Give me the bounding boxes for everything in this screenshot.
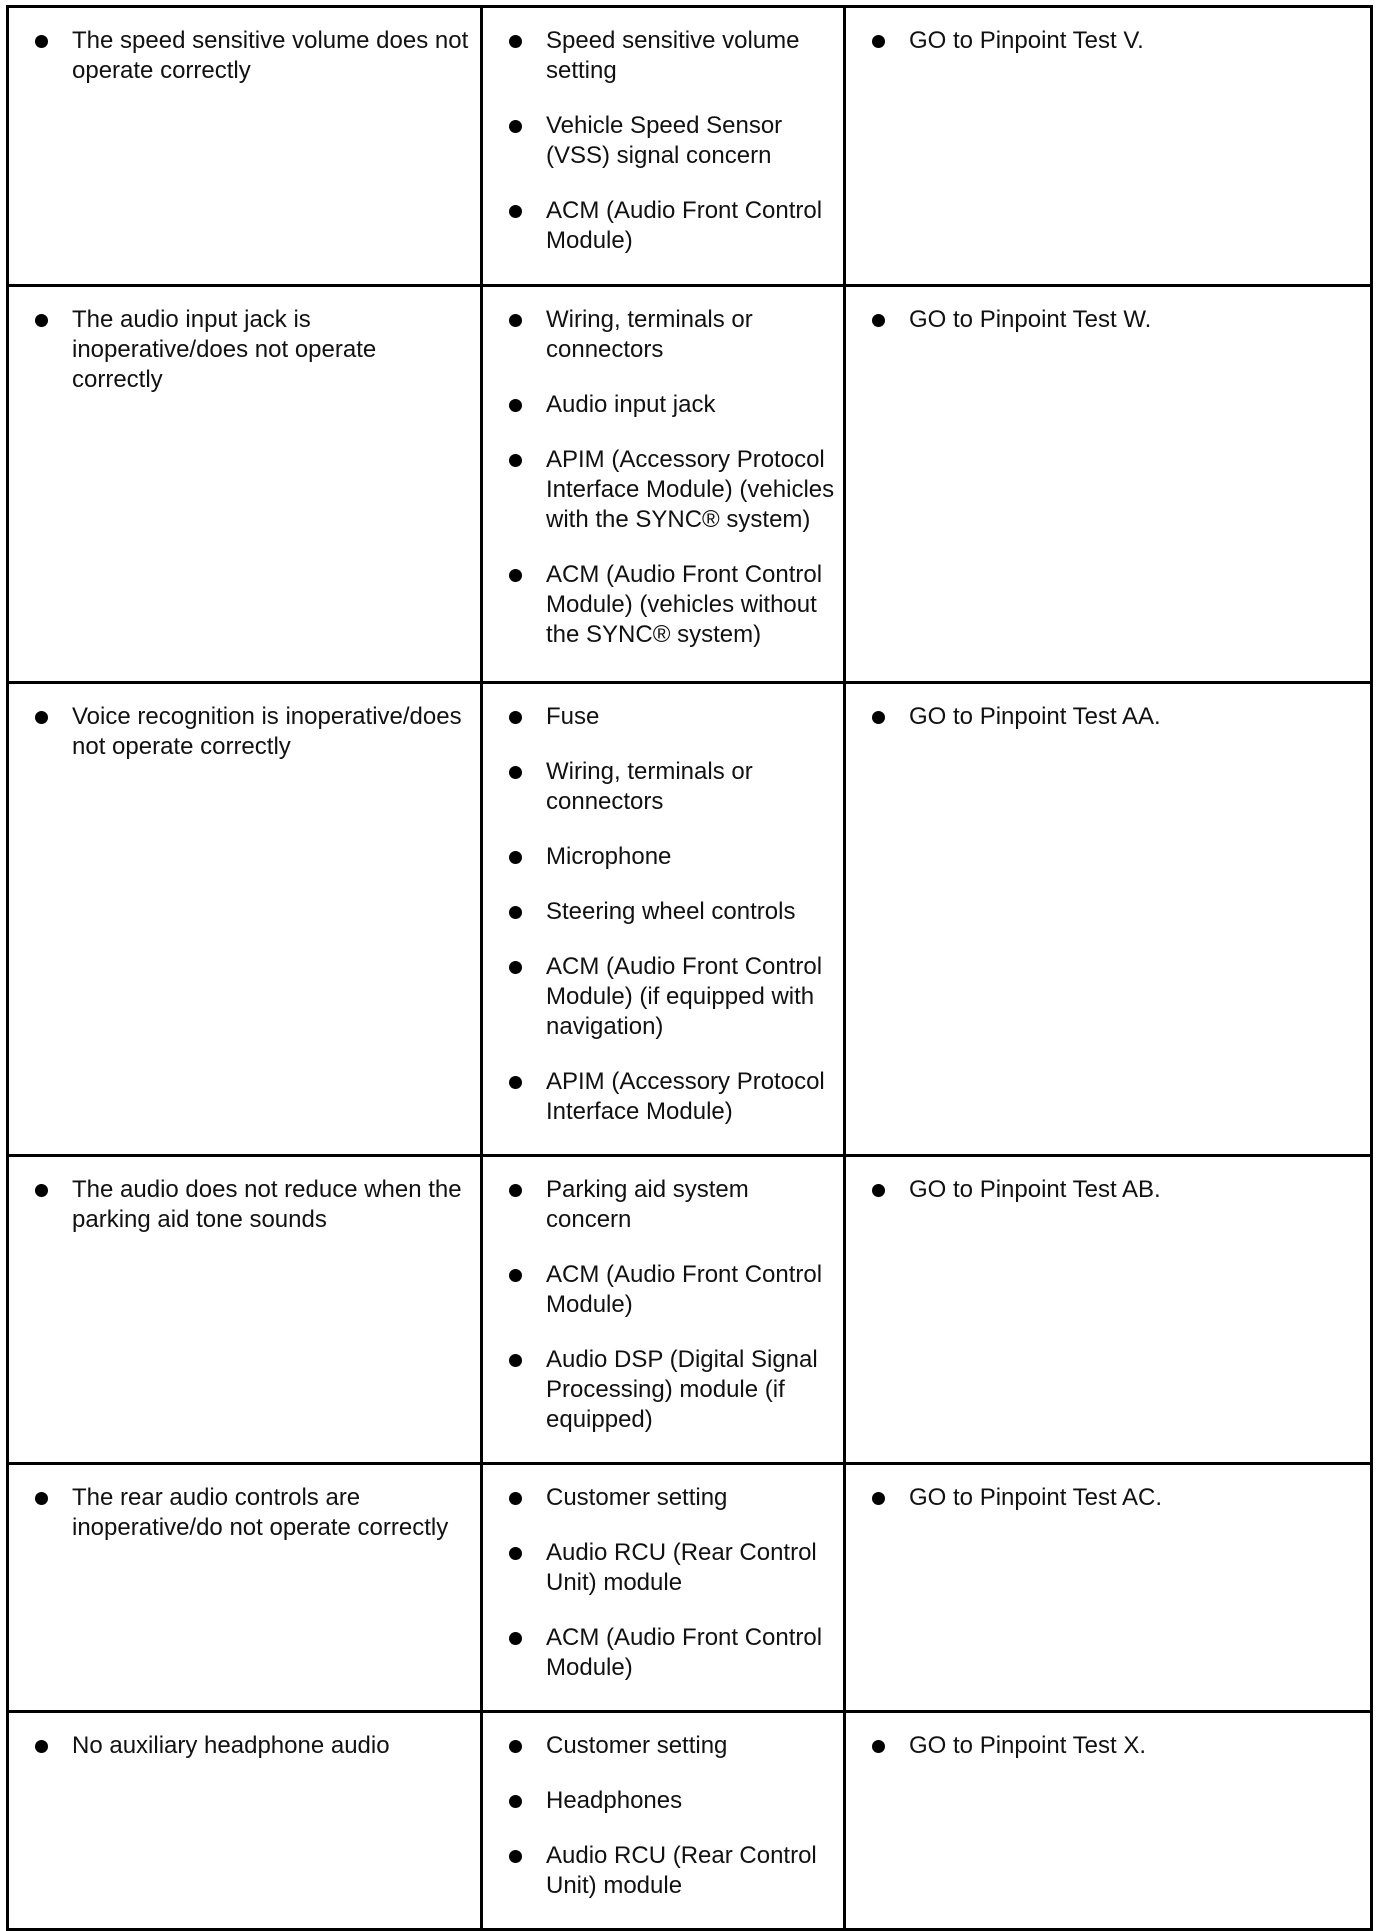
bullet-icon bbox=[509, 851, 522, 864]
action-item: GO to Pinpoint Test AA. bbox=[854, 702, 1362, 732]
possible-source-item: Microphone bbox=[491, 842, 835, 872]
possible-source-cell bbox=[482, 7, 845, 286]
bullet-icon bbox=[509, 961, 522, 974]
bullet-icon bbox=[35, 1740, 48, 1753]
possible-source-item: ACM (Audio Front Control Module) (vehicles without the SYNC® system) bbox=[491, 560, 835, 650]
symptom-item: The audio does not reduce when the parking aid tone sounds bbox=[17, 1175, 472, 1235]
bullet-icon bbox=[872, 314, 885, 327]
bullet-icon bbox=[509, 1269, 522, 1282]
possible-source-item: Fuse bbox=[491, 702, 835, 732]
bullet-icon bbox=[509, 1354, 522, 1367]
possible-source-item: Vehicle Speed Sensor (VSS) signal concern bbox=[491, 111, 835, 171]
action-item: GO to Pinpoint Test V. bbox=[854, 26, 1362, 56]
possible-source-item: ACM (Audio Front Control Module) bbox=[491, 1623, 835, 1683]
possible-source-item: Parking aid system concern bbox=[491, 1175, 835, 1235]
bullet-icon bbox=[35, 35, 48, 48]
bullet-icon bbox=[509, 1076, 522, 1089]
bullet-icon bbox=[509, 906, 522, 919]
symptom-cell bbox=[8, 1712, 482, 1930]
symptom-item: No auxiliary headphone audio bbox=[17, 1731, 472, 1761]
symptom-item: The audio input jack is inoperative/does not operate correctly bbox=[17, 305, 472, 395]
action-item: GO to Pinpoint Test AC. bbox=[854, 1483, 1362, 1513]
bullet-icon bbox=[509, 454, 522, 467]
bullet-icon bbox=[509, 120, 522, 133]
possible-source-cell bbox=[482, 1156, 845, 1464]
symptom-item: Voice recognition is inoperative/does not operate correctly bbox=[17, 702, 472, 762]
possible-source-cell bbox=[482, 286, 845, 683]
bullet-icon bbox=[509, 1795, 522, 1808]
bullet-icon bbox=[509, 35, 522, 48]
possible-source-item: Wiring, terminals or connectors bbox=[491, 757, 835, 817]
bullet-icon bbox=[509, 1184, 522, 1197]
symptom-cell bbox=[8, 1464, 482, 1712]
bullet-icon bbox=[35, 711, 48, 724]
symptom-cell bbox=[8, 1156, 482, 1464]
possible-source-item: Audio DSP (Digital Signal Processing) module (if equipped) bbox=[491, 1345, 835, 1435]
bullet-icon bbox=[872, 35, 885, 48]
action-cell bbox=[845, 1156, 1372, 1464]
possible-source-item: Audio RCU (Rear Control Unit) module bbox=[491, 1841, 835, 1901]
bullet-icon bbox=[35, 314, 48, 327]
table-row bbox=[8, 7, 1372, 286]
bullet-icon bbox=[509, 711, 522, 724]
possible-source-item: Wiring, terminals or connectors bbox=[491, 305, 835, 365]
bullet-icon bbox=[509, 1547, 522, 1560]
action-item: GO to Pinpoint Test W. bbox=[854, 305, 1362, 335]
action-cell bbox=[845, 7, 1372, 286]
symptom-cell bbox=[8, 7, 482, 286]
possible-source-cell bbox=[482, 1464, 845, 1712]
possible-source-item: Speed sensitive volume setting bbox=[491, 26, 835, 86]
symptom-item: The rear audio controls are inoperative/do not operate correctly bbox=[17, 1483, 472, 1543]
action-item: GO to Pinpoint Test X. bbox=[854, 1731, 1362, 1761]
possible-source-item: APIM (Accessory Protocol Interface Module) (vehicles with the SYNC® system) bbox=[491, 445, 835, 535]
possible-source-item: Headphones bbox=[491, 1786, 835, 1816]
table-row bbox=[8, 1712, 1372, 1930]
possible-source-cell bbox=[482, 683, 845, 1156]
bullet-icon bbox=[35, 1492, 48, 1505]
possible-source-item: Steering wheel controls bbox=[491, 897, 835, 927]
possible-source-item: APIM (Accessory Protocol Interface Module) bbox=[491, 1067, 835, 1127]
possible-source-item: Customer setting bbox=[491, 1483, 835, 1513]
possible-source-cell bbox=[482, 1712, 845, 1930]
table-row bbox=[8, 286, 1372, 683]
action-item: GO to Pinpoint Test AB. bbox=[854, 1175, 1362, 1205]
bullet-icon bbox=[509, 314, 522, 327]
symptom-chart-table bbox=[6, 5, 1373, 1931]
action-cell bbox=[845, 286, 1372, 683]
table-row bbox=[8, 1156, 1372, 1464]
possible-source-item: ACM (Audio Front Control Module) (if equipped with navigation) bbox=[491, 952, 835, 1042]
bullet-icon bbox=[509, 569, 522, 582]
action-cell bbox=[845, 1464, 1372, 1712]
bullet-icon bbox=[35, 1184, 48, 1197]
action-cell bbox=[845, 683, 1372, 1156]
symptom-cell bbox=[8, 286, 482, 683]
bullet-icon bbox=[872, 711, 885, 724]
possible-source-item: ACM (Audio Front Control Module) bbox=[491, 1260, 835, 1320]
bullet-icon bbox=[872, 1492, 885, 1505]
bullet-icon bbox=[509, 1492, 522, 1505]
possible-source-item: ACM (Audio Front Control Module) bbox=[491, 196, 835, 256]
possible-source-item: Audio RCU (Rear Control Unit) module bbox=[491, 1538, 835, 1598]
bullet-icon bbox=[509, 399, 522, 412]
symptom-item: The speed sensitive volume does not operate correctly bbox=[17, 26, 472, 86]
table-row bbox=[8, 683, 1372, 1156]
bullet-icon bbox=[509, 766, 522, 779]
bullet-icon bbox=[509, 1632, 522, 1645]
action-cell bbox=[845, 1712, 1372, 1930]
bullet-icon bbox=[509, 1850, 522, 1863]
bullet-icon bbox=[509, 1740, 522, 1753]
possible-source-item: Customer setting bbox=[491, 1731, 835, 1761]
symptom-cell bbox=[8, 683, 482, 1156]
bullet-icon bbox=[509, 205, 522, 218]
bullet-icon bbox=[872, 1184, 885, 1197]
table-row bbox=[8, 1464, 1372, 1712]
possible-source-item: Audio input jack bbox=[491, 390, 835, 420]
bullet-icon bbox=[872, 1740, 885, 1753]
